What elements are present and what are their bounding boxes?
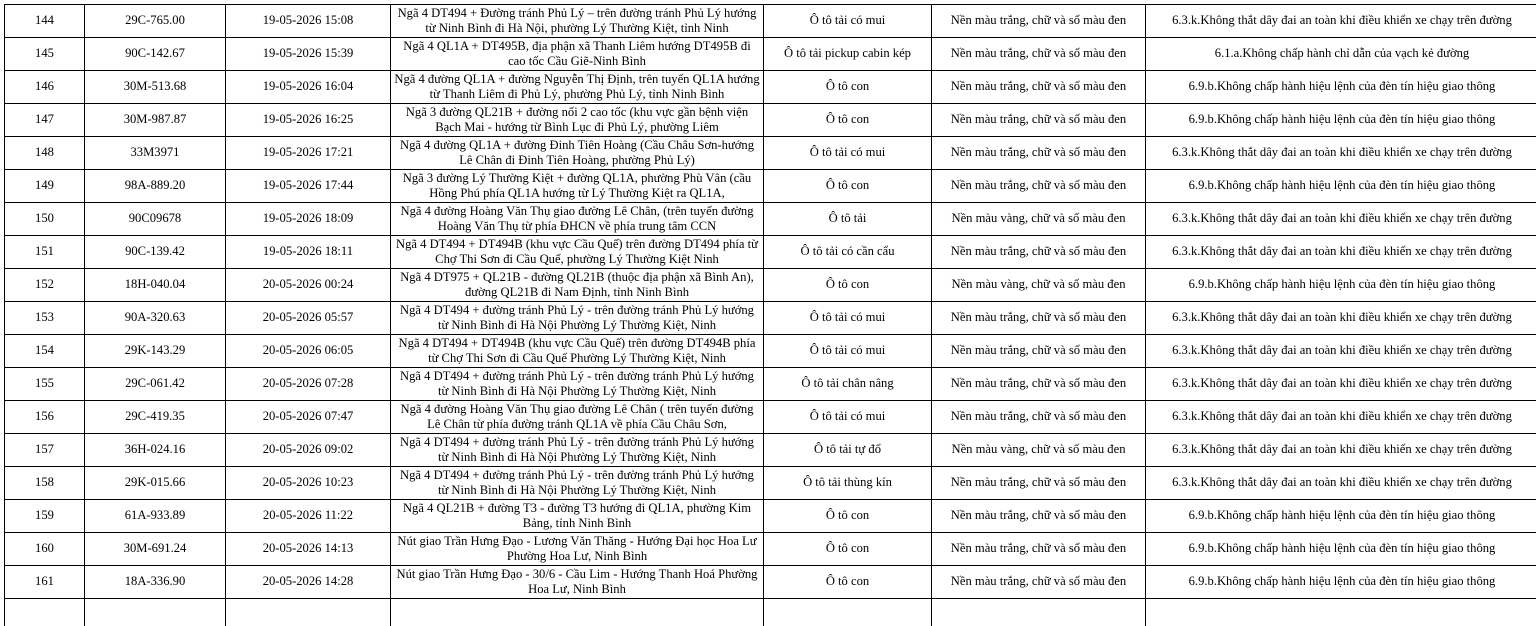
empty-cell[interactable] [85,599,226,626]
cell-location[interactable] [391,203,764,236]
cell-plate-color[interactable]: Nền màu trắng, chữ và số màu đen [932,5,1146,38]
empty-cell[interactable] [5,599,85,626]
cell-violation-time[interactable]: 20-05-2026 06:05 [226,335,391,368]
cell-stt[interactable]: 146 [5,71,85,104]
table-row [5,533,1536,566]
cell-violation-time[interactable]: 19-05-2026 16:25 [226,104,391,137]
cell-plate-color[interactable]: Nền màu trắng, chữ và số màu đen [932,368,1146,401]
table-row [5,368,1536,401]
location-text: Ngã 4 DT975 + QL21B - đường QL21B (thuộc địa phận xã Bình An), đường QL21B đi Nam Định, tỉnh Ninh Bình [400,269,754,299]
cell-location[interactable] [391,269,764,302]
cell-vehicle-type[interactable]: Ô tô con [764,71,932,104]
cell-plate-color[interactable]: Nền màu trắng, chữ và số màu đen [932,38,1146,71]
cell-vehicle-type[interactable]: Ô tô con [764,104,932,137]
location-text: Ngã 4 DT494 + đường tránh Phủ Lý - trên đường tránh Phủ Lý hướng từ Ninh Bình đi Hà Nội Phường Lý Thường Kiệt, Ninh [400,302,754,332]
cell-stt[interactable]: 145 [5,38,85,71]
cell-plate-color[interactable]: Nền màu trắng, chữ và số màu đen [932,236,1146,269]
table-row [5,38,1536,71]
cell-stt[interactable]: 152 [5,269,85,302]
empty-cell[interactable] [764,599,932,626]
cell-vehicle-type[interactable]: Ô tô tải thùng kín [764,467,932,500]
cell-violation[interactable]: 6.1.a.Không chấp hành chỉ dẫn của vạch kẻ đường [1146,38,1536,71]
cell-license-plate[interactable]: 18H-040.04 [85,269,226,302]
location-text: Ngã 4 đường QL1A + đường Nguyễn Thị Định, trên tuyến QL1A hướng từ Thanh Liêm đi Phủ Lý, phường Phủ Lý, tỉnh Ninh Bình [394,71,760,101]
cell-license-plate[interactable]: 29C-061.42 [85,368,226,401]
empty-cell[interactable] [391,599,764,626]
cell-stt[interactable]: 158 [5,467,85,500]
location-text: Ngã 3 đường Lý Thường Kiệt + đường QL1A, phường Phù Vân (cầu Hồng Phú phía QL1A hướng từ Lý Thường Kiệt ra QL1A, [402,170,752,200]
cell-violation[interactable]: 6.9.b.Không chấp hành hiệu lệnh của đèn tín hiệu giao thông [1146,269,1536,302]
cell-license-plate[interactable]: 29C-765.00 [85,5,226,38]
cell-stt[interactable]: 148 [5,137,85,170]
cell-location[interactable] [391,467,764,500]
cell-vehicle-type[interactable]: Ô tô tải có cần cẩu [764,236,932,269]
table-row [5,137,1536,170]
cell-violation-time[interactable]: 20-05-2026 14:28 [226,566,391,599]
table-row [5,401,1536,434]
cell-vehicle-type[interactable]: Ô tô con [764,566,932,599]
location-text: Ngã 4 DT494 + đường tránh Phủ Lý - trên đường tránh Phủ Lý hướng từ Ninh Bình đi Hà Nội Phường Lý Thường Kiệt, Ninh [400,434,754,464]
cell-license-plate[interactable]: 90C-139.42 [85,236,226,269]
cell-violation[interactable]: 6.9.b.Không chấp hành hiệu lệnh của đèn tín hiệu giao thông [1146,104,1536,137]
cell-stt[interactable]: 151 [5,236,85,269]
cell-violation[interactable]: 6.3.k.Không thắt dây đai an toàn khi điều khiển xe chạy trên đường [1146,335,1536,368]
table-row [5,170,1536,203]
cell-license-plate[interactable]: 36H-024.16 [85,434,226,467]
cell-violation[interactable]: 6.3.k.Không thắt dây đai an toàn khi điều khiển xe chạy trên đường [1146,203,1536,236]
cell-license-plate[interactable]: 61A-933.89 [85,500,226,533]
cell-location[interactable] [391,170,764,203]
cell-location[interactable] [391,500,764,533]
cell-location[interactable] [391,566,764,599]
cell-stt[interactable]: 161 [5,566,85,599]
table-row [5,5,1536,38]
location-text: Ngã 3 đường QL21B + đường nối 2 cao tốc (khu vực gần bệnh viện Bạch Mai - hướng từ Bình Lục đi Phủ Lý, phường Liêm [405,104,749,134]
table-row [5,236,1536,269]
cell-location[interactable] [391,302,764,335]
cell-stt[interactable]: 154 [5,335,85,368]
violations-table [4,4,1536,626]
cell-license-plate[interactable]: 90C09678 [85,203,226,236]
cell-license-plate[interactable]: 30M-513.68 [85,71,226,104]
table-row [5,467,1536,500]
cell-license-plate[interactable]: 90A-320.63 [85,302,226,335]
location-text: Nút giao Trần Hưng Đạo - Lương Văn Thăng - Hướng Đại học Hoa Lư Phường Hoa Lư, Ninh Bình [397,533,757,563]
location-text: Ngã 4 DT494 + đường tránh Phủ Lý - trên đường tránh Phủ Lý hướng từ Ninh Bình đi Hà Nội Phường Lý Thường Kiệt, Ninh [400,467,754,497]
cell-stt[interactable]: 144 [5,5,85,38]
cell-stt[interactable]: 155 [5,368,85,401]
cell-violation[interactable]: 6.3.k.Không thắt dây đai an toàn khi điều khiển xe chạy trên đường [1146,302,1536,335]
cell-license-plate[interactable]: 33M3971 [85,137,226,170]
cell-violation-time[interactable]: 19-05-2026 15:39 [226,38,391,71]
cell-plate-color[interactable]: Nền màu vàng, chữ và số màu đen [932,203,1146,236]
cell-violation-time[interactable]: 20-05-2026 10:23 [226,467,391,500]
cell-stt[interactable]: 159 [5,500,85,533]
cell-plate-color[interactable]: Nền màu vàng, chữ và số màu đen [932,434,1146,467]
cell-violation-time[interactable]: 19-05-2026 15:08 [226,5,391,38]
table-body [5,5,1536,626]
cell-violation[interactable]: 6.3.k.Không thắt dây đai an toàn khi điều khiển xe chạy trên đường [1146,5,1536,38]
cell-violation[interactable]: 6.9.b.Không chấp hành hiệu lệnh của đèn tín hiệu giao thông [1146,533,1536,566]
cell-plate-color[interactable]: Nền màu trắng, chữ và số màu đen [932,71,1146,104]
cell-plate-color[interactable]: Nền màu trắng, chữ và số màu đen [932,302,1146,335]
cell-violation-time[interactable]: 20-05-2026 14:13 [226,533,391,566]
cell-violation-time[interactable]: 19-05-2026 17:44 [226,170,391,203]
cell-plate-color[interactable]: Nền màu trắng, chữ và số màu đen [932,137,1146,170]
cell-license-plate[interactable]: 18A-336.90 [85,566,226,599]
cell-violation-time[interactable]: 20-05-2026 07:47 [226,401,391,434]
cell-vehicle-type[interactable]: Ô tô con [764,170,932,203]
cell-violation[interactable]: 6.3.k.Không thắt dây đai an toàn khi điều khiển xe chạy trên đường [1146,401,1536,434]
cell-location[interactable] [391,368,764,401]
cell-plate-color[interactable]: Nền màu trắng, chữ và số màu đen [932,170,1146,203]
table-row [5,104,1536,137]
empty-cell[interactable] [932,599,1146,626]
cell-vehicle-type[interactable]: Ô tô tải pickup cabin kép [764,38,932,71]
cell-violation-time[interactable]: 20-05-2026 09:02 [226,434,391,467]
cell-violation-time[interactable]: 20-05-2026 05:57 [226,302,391,335]
table-row [5,203,1536,236]
cell-stt[interactable]: 150 [5,203,85,236]
cell-plate-color[interactable]: Nền màu trắng, chữ và số màu đen [932,335,1146,368]
cell-vehicle-type[interactable]: Ô tô tải có mui [764,401,932,434]
cell-location[interactable] [391,137,764,170]
cell-stt[interactable]: 157 [5,434,85,467]
cell-vehicle-type[interactable]: Ô tô tải chân nâng [764,368,932,401]
cell-violation-time[interactable]: 20-05-2026 07:28 [226,368,391,401]
cell-violation[interactable]: 6.3.k.Không thắt dây đai an toàn khi điều khiển xe chạy trên đường [1146,467,1536,500]
cell-stt[interactable]: 156 [5,401,85,434]
location-text: Ngã 4 đường Hoàng Văn Thụ giao đường Lê Chân ( trên tuyến đường Lê Chân từ phía đường tránh QL1A về phía Cầu Châu Sơn, [400,401,754,431]
cell-location[interactable] [391,38,764,71]
cell-location[interactable] [391,335,764,368]
cell-violation[interactable]: 6.9.b.Không chấp hành hiệu lệnh của đèn tín hiệu giao thông [1146,500,1536,533]
cell-location[interactable] [391,533,764,566]
cell-license-plate[interactable]: 98A-889.20 [85,170,226,203]
table-row [5,566,1536,599]
table-row [5,71,1536,104]
cell-violation[interactable]: 6.3.k.Không thắt dây đai an toàn khi điều khiển xe chạy trên đường [1146,236,1536,269]
location-text: Ngã 4 QL1A + DT495B, địa phận xã Thanh Liêm hướng DT495B đi cao tốc Cầu Giẽ-Ninh Bình [403,38,751,68]
empty-cell[interactable] [226,599,391,626]
location-text: Ngã 4 đường QL1A + đường Đinh Tiên Hoàng (Cầu Châu Sơn-hướng Lê Chân đi Đinh Tiên Hoàng, phường Phủ Lý) [399,137,754,167]
cell-vehicle-type[interactable]: Ô tô con [764,500,932,533]
cell-plate-color[interactable]: Nền màu trắng, chữ và số màu đen [932,566,1146,599]
cell-stt[interactable]: 149 [5,170,85,203]
cell-vehicle-type[interactable]: Ô tô tải tự đổ [764,434,932,467]
location-text: Ngã 4 QL21B + đường T3 - đường T3 hướng đi QL1A, phường Kim Bảng, tỉnh Ninh Bình [402,500,752,530]
location-text: Ngã 4 đường Hoàng Văn Thụ giao đường Lê Chân, (trên tuyến đường Hoàng Văn Thụ từ phía ĐHCN về phía trung tâm CCN [400,203,754,233]
cell-violation-time[interactable]: 19-05-2026 18:09 [226,203,391,236]
cell-vehicle-type[interactable]: Ô tô tải có mui [764,335,932,368]
cell-license-plate[interactable]: 30M-691.24 [85,533,226,566]
cell-location[interactable] [391,104,764,137]
cell-location[interactable] [391,401,764,434]
cell-location[interactable] [391,71,764,104]
cell-license-plate[interactable]: 90C-142.67 [85,38,226,71]
cell-vehicle-type[interactable]: Ô tô tải có mui [764,137,932,170]
cell-violation-time[interactable]: 19-05-2026 17:21 [226,137,391,170]
empty-cell[interactable] [1146,599,1536,626]
cell-location[interactable] [391,434,764,467]
cell-vehicle-type[interactable]: Ô tô tải có mui [764,302,932,335]
table-row-partial [5,599,1536,626]
cell-stt[interactable]: 147 [5,104,85,137]
cell-violation[interactable]: 6.3.k.Không thắt dây đai an toàn khi điều khiển xe chạy trên đường [1146,434,1536,467]
location-text: Ngã 4 DT494 + Đường tránh Phủ Lý – trên đường tránh Phủ Lý hướng từ Ninh Bình đi Hà Nội, phường Lý Thường Kiệt, tỉnh Ninh [397,5,757,35]
location-text: Ngã 4 DT494 + đường tránh Phủ Lý - trên đường tránh Phủ Lý hướng từ Ninh Bình đi Hà Nội Phường Lý Thường Kiệt, Ninh [400,368,754,398]
cell-plate-color[interactable]: Nền màu trắng, chữ và số màu đen [932,533,1146,566]
cell-vehicle-type[interactable]: Ô tô tải có mui [764,5,932,38]
cell-violation[interactable]: 6.9.b.Không chấp hành hiệu lệnh của đèn tín hiệu giao thông [1146,566,1536,599]
cell-stt[interactable]: 160 [5,533,85,566]
cell-plate-color[interactable]: Nền màu trắng, chữ và số màu đen [932,500,1146,533]
cell-plate-color[interactable]: Nền màu trắng, chữ và số màu đen [932,104,1146,137]
location-text: Nút giao Trần Hưng Đạo - 30/6 - Cầu Lim - Hướng Thanh Hoá Phường Hoa Lư, Ninh Bình [396,566,758,596]
cell-plate-color[interactable]: Nền màu trắng, chữ và số màu đen [932,401,1146,434]
table-row [5,269,1536,302]
cell-plate-color[interactable]: Nền màu vàng, chữ và số màu đen [932,269,1146,302]
cell-violation[interactable]: 6.9.b.Không chấp hành hiệu lệnh của đèn tín hiệu giao thông [1146,170,1536,203]
cell-license-plate[interactable]: 30M-987.87 [85,104,226,137]
cell-vehicle-type[interactable]: Ô tô con [764,269,932,302]
table-row [5,302,1536,335]
location-text: Ngã 4 DT494 + DT494B (khu vực Cầu Quế) trên đường DT494B phía từ Chợ Thi Sơn đi Cầu Quế Phường Lý Thường Kiệt, Ninh [398,335,756,365]
table-row [5,500,1536,533]
cell-plate-color[interactable]: Nền màu trắng, chữ và số màu đen [932,467,1146,500]
table-row [5,335,1536,368]
cell-violation-time[interactable]: 19-05-2026 16:04 [226,71,391,104]
cell-violation[interactable]: 6.9.b.Không chấp hành hiệu lệnh của đèn tín hiệu giao thông [1146,71,1536,104]
cell-vehicle-type[interactable]: Ô tô tải [764,203,932,236]
cell-violation-time[interactable]: 19-05-2026 18:11 [226,236,391,269]
cell-vehicle-type[interactable]: Ô tô con [764,533,932,566]
table-row [5,434,1536,467]
location-text: Ngã 4 DT494 + DT494B (khu vực Cầu Quế) trên đường DT494 phía từ Chợ Thi Sơn đi Cầu Quế, phường Lý Thường Kiệt Ninh [396,236,758,266]
cell-license-plate[interactable]: 29K-015.66 [85,467,226,500]
cell-license-plate[interactable]: 29C-419.35 [85,401,226,434]
cell-license-plate[interactable]: 29K-143.29 [85,335,226,368]
cell-location[interactable] [391,5,764,38]
cell-violation[interactable]: 6.3.k.Không thắt dây đai an toàn khi điều khiển xe chạy trên đường [1146,137,1536,170]
cell-violation-time[interactable]: 20-05-2026 11:22 [226,500,391,533]
cell-violation[interactable]: 6.3.k.Không thắt dây đai an toàn khi điều khiển xe chạy trên đường [1146,368,1536,401]
cell-location[interactable] [391,236,764,269]
cell-stt[interactable]: 153 [5,302,85,335]
cell-violation-time[interactable]: 20-05-2026 00:24 [226,269,391,302]
